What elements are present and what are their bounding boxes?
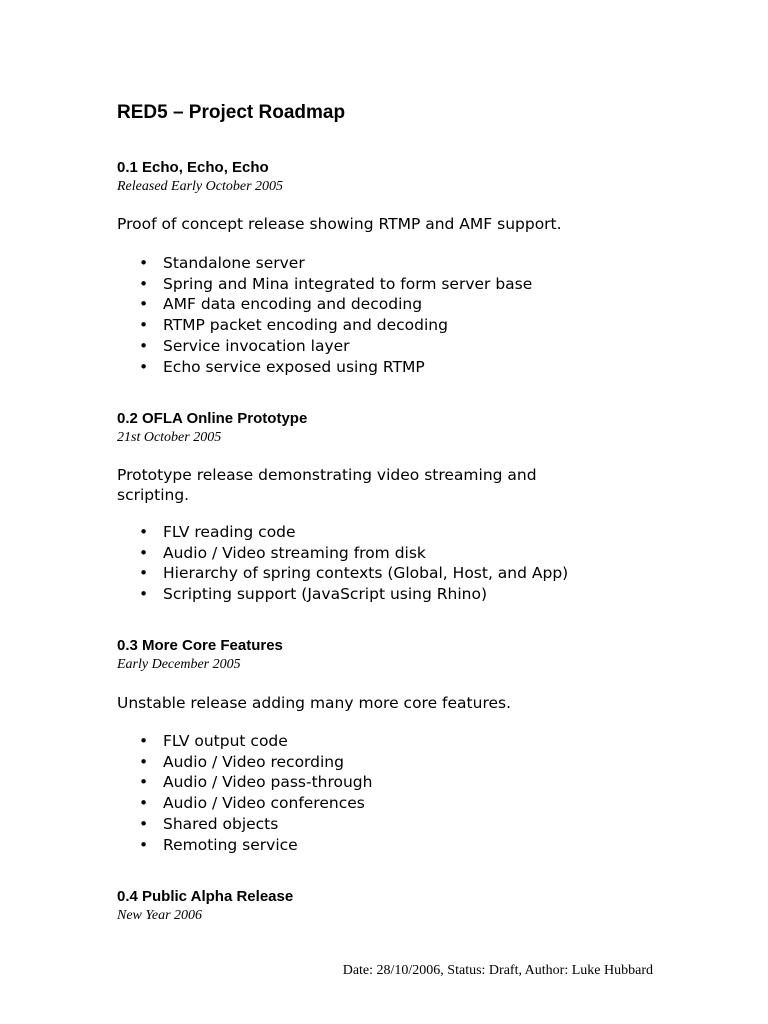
list-item bbox=[117, 563, 568, 584]
list-item bbox=[117, 814, 372, 835]
roadmap-section-0-3 bbox=[117, 636, 737, 854]
list-item bbox=[117, 584, 568, 605]
list-item-text: Scripting support (JavaScript using Rhino) bbox=[163, 585, 488, 604]
section-description: Prototype release demonstrating video streaming and scripting. bbox=[117, 466, 537, 504]
list-item bbox=[117, 731, 372, 752]
roadmap-section-0-1 bbox=[117, 158, 737, 376]
bullet-icon: • bbox=[139, 357, 149, 376]
list-item bbox=[117, 543, 568, 564]
bullet-icon: • bbox=[139, 274, 149, 293]
section-heading: 0.3 More Core Features bbox=[117, 637, 283, 654]
bullet-icon: • bbox=[139, 543, 149, 562]
list-item-text: Service invocation layer bbox=[163, 336, 350, 355]
section-feature-list bbox=[117, 731, 372, 855]
bullet-icon: • bbox=[139, 752, 149, 771]
section-date: New Year 2006 bbox=[117, 908, 203, 923]
list-item-text: Audio / Video conferences bbox=[163, 794, 365, 813]
list-item bbox=[117, 522, 568, 543]
bullet-icon: • bbox=[139, 835, 149, 854]
bullet-icon: • bbox=[139, 814, 149, 833]
list-item-text: FLV reading code bbox=[163, 523, 296, 541]
list-item bbox=[117, 336, 532, 357]
list-item bbox=[117, 357, 532, 378]
bullet-icon: • bbox=[139, 794, 149, 813]
list-item-text: Remoting service bbox=[163, 835, 298, 854]
bullet-icon: • bbox=[139, 523, 149, 541]
list-item bbox=[117, 274, 532, 295]
bullet-icon: • bbox=[139, 295, 149, 314]
bullet-icon: • bbox=[139, 254, 149, 272]
bullet-icon: • bbox=[139, 336, 149, 355]
page-footer: Date: 28/10/2006, Status: Draft, Author: Luke Hubbard bbox=[342, 963, 653, 978]
roadmap-section-0-4 bbox=[117, 887, 737, 925]
list-item-text: Audio / Video streaming from disk bbox=[163, 543, 426, 562]
list-item-text: Audio / Video recording bbox=[163, 752, 344, 771]
section-feature-list bbox=[117, 253, 532, 377]
list-item bbox=[117, 253, 532, 274]
list-item-text: Spring and Mina integrated to form server base bbox=[163, 274, 533, 293]
list-item bbox=[117, 772, 372, 793]
list-item bbox=[117, 315, 532, 336]
list-item bbox=[117, 835, 372, 856]
list-item-text: Echo service exposed using RTMP bbox=[163, 357, 425, 376]
bullet-icon: • bbox=[139, 732, 149, 750]
list-item-text: Standalone server bbox=[163, 254, 305, 272]
list-item-text: AMF data encoding and decoding bbox=[163, 295, 423, 314]
bullet-icon: • bbox=[139, 585, 149, 604]
section-date: Early December 2005 bbox=[117, 657, 241, 672]
bullet-icon: • bbox=[139, 773, 149, 792]
list-item-text: Shared objects bbox=[163, 814, 279, 833]
roadmap-section-0-2 bbox=[117, 409, 737, 604]
list-item-text: Audio / Video pass-through bbox=[163, 773, 373, 792]
section-description: Unstable release adding many more core features. bbox=[117, 694, 512, 712]
list-item bbox=[117, 752, 372, 773]
section-date: 21st October 2005 bbox=[117, 430, 222, 445]
list-item-text: FLV output code bbox=[163, 732, 288, 750]
section-feature-list bbox=[117, 522, 568, 605]
list-item-text: Hierarchy of spring contexts (Global, Host, and App) bbox=[163, 564, 569, 583]
document-title: RED5 – Project Roadmap bbox=[117, 102, 346, 123]
section-heading: 0.1 Echo, Echo, Echo bbox=[117, 159, 269, 176]
section-heading: 0.2 OFLA Online Prototype bbox=[117, 410, 308, 427]
section-heading: 0.4 Public Alpha Release bbox=[117, 888, 294, 905]
section-date: Released Early October 2005 bbox=[117, 179, 284, 194]
bullet-icon: • bbox=[139, 564, 149, 583]
list-item bbox=[117, 294, 532, 315]
list-item-text: RTMP packet encoding and decoding bbox=[163, 316, 448, 335]
list-item bbox=[117, 793, 372, 814]
bullet-icon: • bbox=[139, 316, 149, 335]
section-description: Proof of concept release showing RTMP and AMF support. bbox=[117, 215, 562, 233]
